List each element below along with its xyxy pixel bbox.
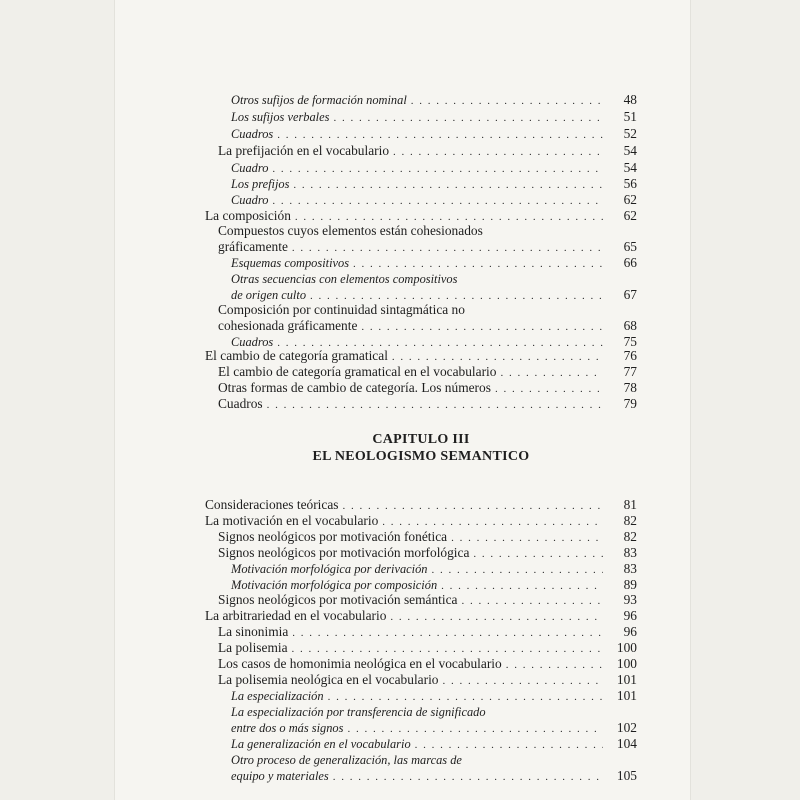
- toc-entry-title: Los prefijos: [231, 177, 290, 191]
- toc-entry: [231, 255, 637, 272]
- toc-entry: [231, 126, 637, 143]
- toc-entry: [231, 736, 637, 753]
- toc-entry-title: Motivación morfológica por composición: [231, 578, 438, 592]
- toc-entry-title: Cuadro: [231, 161, 269, 175]
- dot-leader: [293, 177, 603, 193]
- toc-entry: [218, 239, 637, 256]
- toc-entry-page: 100: [616, 656, 637, 671]
- toc-entry: [231, 561, 637, 578]
- toc-entry-page: 89: [623, 577, 637, 592]
- toc-entry-title: Compuestos cuyos elementos están cohesionados: [218, 223, 483, 238]
- toc-entry-title: Otro proceso de generalización, las marcas de: [231, 753, 462, 767]
- dot-leader: [443, 673, 604, 689]
- toc-entry: [218, 318, 637, 335]
- chapter-title: EL NEOLOGISMO SEMANTICO: [312, 449, 530, 464]
- toc-entry-title: Motivación morfológica por derivación: [231, 562, 428, 576]
- toc-entry-page: 62: [623, 192, 637, 207]
- toc-entry: [231, 192, 637, 209]
- toc-entry-title: entre dos o más signos: [231, 721, 344, 735]
- toc-entry: [231, 768, 637, 785]
- toc-entry: [231, 720, 637, 737]
- dot-leader: [495, 381, 603, 397]
- toc-entry: [205, 513, 637, 530]
- toc-entry-page: 76: [623, 348, 637, 363]
- toc-entry-title: Signos neológicos por motivación fonética: [218, 529, 448, 544]
- dot-leader: [347, 721, 603, 737]
- toc-entry-title: Los sufijos verbales: [231, 110, 330, 124]
- dot-leader: [272, 193, 603, 209]
- toc-entry: [231, 271, 637, 287]
- toc-entry-title: Otras secuencias con elementos compositivos: [231, 272, 458, 286]
- dot-leader: [328, 689, 603, 705]
- toc-entry: [218, 302, 637, 318]
- dot-leader: [393, 144, 603, 160]
- toc-entry: [205, 497, 637, 514]
- toc-entry: [218, 529, 637, 546]
- toc-entry-title: gráficamente: [218, 239, 288, 254]
- chapter-number: CAPITULO III: [372, 432, 470, 447]
- toc-entry-page: 82: [623, 513, 637, 528]
- toc-entry-page: 96: [623, 624, 637, 639]
- dot-leader: [292, 240, 603, 256]
- toc-entry-title: Cuadro: [231, 193, 269, 207]
- toc-entry-page: 56: [623, 176, 637, 191]
- toc-entry-page: 104: [616, 736, 637, 751]
- toc-entry: [218, 380, 637, 397]
- dot-leader: [333, 110, 603, 126]
- toc-entry-page: 48: [623, 92, 637, 107]
- toc-entry-page: 83: [623, 561, 637, 576]
- toc-entry: [231, 752, 637, 768]
- toc-entry-page: 67: [623, 287, 637, 302]
- toc-entry-page: 79: [623, 396, 637, 411]
- toc-entry-page: 81: [623, 497, 637, 512]
- dot-leader: [292, 625, 603, 641]
- toc-entry-title: equipo y materiales: [231, 769, 329, 783]
- toc-entry-title: La composición: [205, 208, 291, 223]
- toc-entry-page: 68: [623, 318, 637, 333]
- toc-entry-title: La especialización por transferencia de significado: [231, 705, 486, 719]
- toc-entry-title: Cuadros: [218, 396, 263, 411]
- toc-entry-title: La sinonimia: [218, 624, 289, 639]
- dot-leader: [272, 161, 603, 177]
- dot-leader: [462, 593, 603, 609]
- toc-entry-title: Cuadros: [231, 127, 274, 141]
- dot-leader: [333, 769, 603, 785]
- toc-entry-title: Otros sufijos de formación nominal: [231, 93, 407, 107]
- toc-entry-title: La especialización: [231, 689, 324, 703]
- toc-entry: [218, 396, 637, 413]
- dot-leader: [473, 546, 603, 562]
- toc-entry-page: 83: [623, 545, 637, 560]
- toc-entry-title: Esquemas compositivos: [231, 256, 350, 270]
- toc-entry-page: 51: [623, 109, 637, 124]
- toc-entry: [218, 143, 637, 160]
- toc-entry: [231, 176, 637, 193]
- toc-entry-page: 52: [623, 126, 637, 141]
- toc-entry: [218, 364, 637, 381]
- toc-entry-title: La arbitrariedad en el vocabulario: [205, 608, 387, 623]
- toc-entry-title: Signos neológicos por motivación semántica: [218, 592, 458, 607]
- toc-entry: [231, 109, 637, 126]
- toc-entry-page: 66: [623, 255, 637, 270]
- dot-leader: [353, 256, 603, 272]
- toc-entry-page: 93: [623, 592, 637, 607]
- dot-leader: [382, 514, 603, 530]
- dot-leader: [361, 319, 603, 335]
- toc-entry-title: Consideraciones teóricas: [205, 497, 339, 512]
- dot-leader: [390, 609, 603, 625]
- dot-leader: [506, 657, 603, 673]
- toc-entry: [231, 704, 637, 720]
- toc-entry: [218, 640, 637, 657]
- toc-entry: [218, 592, 637, 609]
- toc-entry: [231, 92, 637, 109]
- toc-entry: [218, 672, 637, 689]
- toc-entry-page: 105: [616, 768, 637, 783]
- toc-entry-page: 54: [623, 160, 637, 175]
- toc-entry: [218, 656, 637, 673]
- toc-entry-page: 54: [623, 143, 637, 158]
- toc-entry-title: La generalización en el vocabulario: [231, 737, 411, 751]
- toc-entry-title: El cambio de categoría gramatical: [205, 348, 388, 363]
- toc-entry-title: Signos neológicos por motivación morfológica: [218, 545, 470, 560]
- toc-entry: [231, 160, 637, 177]
- toc-entry: [205, 348, 637, 365]
- dot-leader: [500, 365, 603, 381]
- toc-entry: [218, 223, 637, 239]
- toc-entry-title: La polisemia neológica en el vocabulario: [218, 672, 439, 687]
- toc-entry-title: Otras formas de cambio de categoría. Los números: [218, 380, 491, 395]
- toc-entry: [218, 624, 637, 641]
- toc-entry-title: Los casos de homonimia neológica en el vocabulario: [218, 656, 502, 671]
- toc-entry-title: cohesionada gráficamente: [218, 318, 358, 333]
- dot-leader: [451, 530, 603, 546]
- dot-leader: [432, 562, 604, 578]
- toc-entry-page: 102: [616, 720, 637, 735]
- toc-entry-title: La prefijación en el vocabulario: [218, 143, 390, 158]
- dot-leader: [267, 397, 603, 413]
- toc-entry-page: 77: [623, 364, 637, 379]
- toc-entry-page: 96: [623, 608, 637, 623]
- toc-entry-title: Composición por continuidad sintagmática no: [218, 302, 465, 317]
- dot-leader: [415, 737, 603, 753]
- toc-entry-title: La motivación en el vocabulario: [205, 513, 379, 528]
- toc-entry: [218, 545, 637, 562]
- dot-leader: [277, 127, 603, 143]
- toc-entry-page: 101: [616, 672, 637, 687]
- toc-entry-page: 101: [616, 688, 637, 703]
- toc-entry: [205, 608, 637, 625]
- toc-entry-page: 100: [616, 640, 637, 655]
- dot-leader: [292, 641, 603, 657]
- toc-entry-page: 65: [623, 239, 637, 254]
- toc-entry-page: 78: [623, 380, 637, 395]
- toc-entry-title: Cuadros: [231, 335, 274, 349]
- toc-entry-page: 75: [623, 334, 637, 349]
- dot-leader: [343, 498, 604, 514]
- dot-leader: [392, 349, 603, 365]
- toc-entry-title: El cambio de categoría gramatical en el vocabulario: [218, 364, 497, 379]
- toc-entry-page: 62: [623, 208, 637, 223]
- toc-entry-title: de origen culto: [231, 288, 307, 302]
- toc-entry-page: 82: [623, 529, 637, 544]
- toc-entry: [231, 688, 637, 705]
- toc-entry-title: La polisemia: [218, 640, 288, 655]
- dot-leader: [411, 93, 603, 109]
